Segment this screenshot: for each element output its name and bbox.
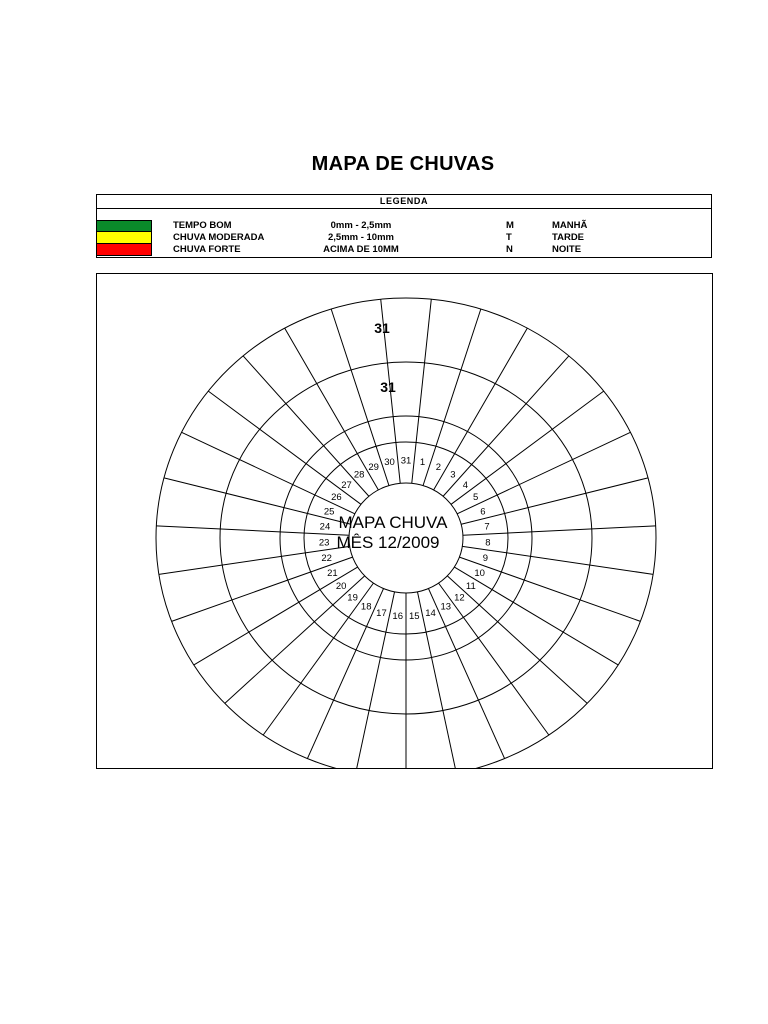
day-label: 2 <box>435 461 441 473</box>
center-title-line2: MÊS 12/2009 <box>336 533 440 552</box>
sector-divider <box>412 299 432 483</box>
legend-range: 0mm - 2,5mm <box>330 220 392 231</box>
legend-code: N <box>506 244 513 255</box>
day-label: 20 <box>335 581 347 593</box>
rain-wheel <box>97 274 712 768</box>
swatch-green <box>97 220 152 232</box>
day-label: 16 <box>392 611 403 623</box>
day-label: 9 <box>482 553 489 565</box>
day-label: 14 <box>425 607 436 619</box>
day-label: 6 <box>480 506 486 518</box>
day-label: 21 <box>327 567 338 579</box>
legend-code: M <box>506 220 514 231</box>
day-label: 28 <box>353 469 365 481</box>
day-label: 18 <box>360 601 372 613</box>
sector-divider <box>356 592 395 768</box>
middle-band-label: 31 <box>380 379 396 395</box>
sector-divider <box>451 391 604 504</box>
day-label: 24 <box>319 521 331 533</box>
sector-divider <box>454 567 618 665</box>
day-label: 27 <box>341 479 352 491</box>
legend-table <box>96 194 712 258</box>
day-label: 15 <box>409 611 420 623</box>
day-label: 13 <box>440 601 452 613</box>
swatch-red <box>97 244 152 256</box>
sector-divider <box>182 432 355 513</box>
sector-divider <box>461 478 648 524</box>
sector-divider <box>307 589 383 759</box>
day-label: 10 <box>474 567 485 579</box>
day-label: 12 <box>454 592 465 604</box>
legend-period: TARDE <box>552 232 585 243</box>
sector-divider <box>439 583 549 735</box>
legend-range: 2,5mm - 10mm <box>327 232 394 243</box>
page-title: MAPA DE CHUVAS <box>311 153 495 175</box>
sector-divider <box>457 432 630 513</box>
legend-label: CHUVA FORTE <box>173 244 241 255</box>
sector-divider <box>164 478 351 524</box>
sector-divider <box>463 526 656 535</box>
legend-period: NOITE <box>552 244 582 255</box>
swatch-yellow <box>97 232 152 244</box>
day-label: 30 <box>384 457 395 469</box>
legend-code: T <box>506 232 512 243</box>
sector-divider <box>428 589 504 759</box>
day-label: 25 <box>323 506 335 518</box>
sector-divider <box>417 592 456 768</box>
day-label: 17 <box>376 607 387 619</box>
rain-map-frame <box>96 273 713 769</box>
day-label: 11 <box>465 581 476 593</box>
legend-range: ACIMA DE 10MM <box>323 244 399 255</box>
day-label: 19 <box>347 592 358 604</box>
day-label: 31 <box>400 455 412 467</box>
legend-row-chuva-forte <box>97 244 711 257</box>
sector-divider <box>208 391 361 504</box>
day-label: 8 <box>485 537 491 549</box>
day-label: 29 <box>368 461 379 473</box>
day-label: 26 <box>331 492 342 504</box>
outer-band-label: 31 <box>374 320 390 336</box>
sector-divider <box>194 567 358 665</box>
day-label: 5 <box>472 492 479 504</box>
legend-label: CHUVA MODERADA <box>173 232 265 243</box>
legend-header: LEGENDA <box>97 195 711 209</box>
day-label: 7 <box>484 521 490 533</box>
legend-period: MANHÃ <box>552 220 588 231</box>
day-label: 1 <box>419 457 426 469</box>
day-label: 22 <box>321 553 332 565</box>
day-label: 23 <box>318 537 330 549</box>
day-label: 3 <box>450 469 456 481</box>
sector-divider <box>462 546 653 574</box>
center-title-line1: MAPA CHUVA <box>338 513 448 532</box>
sector-divider <box>263 583 373 735</box>
day-label: 4 <box>462 479 469 491</box>
legend-label: TEMPO BOM <box>173 220 232 231</box>
